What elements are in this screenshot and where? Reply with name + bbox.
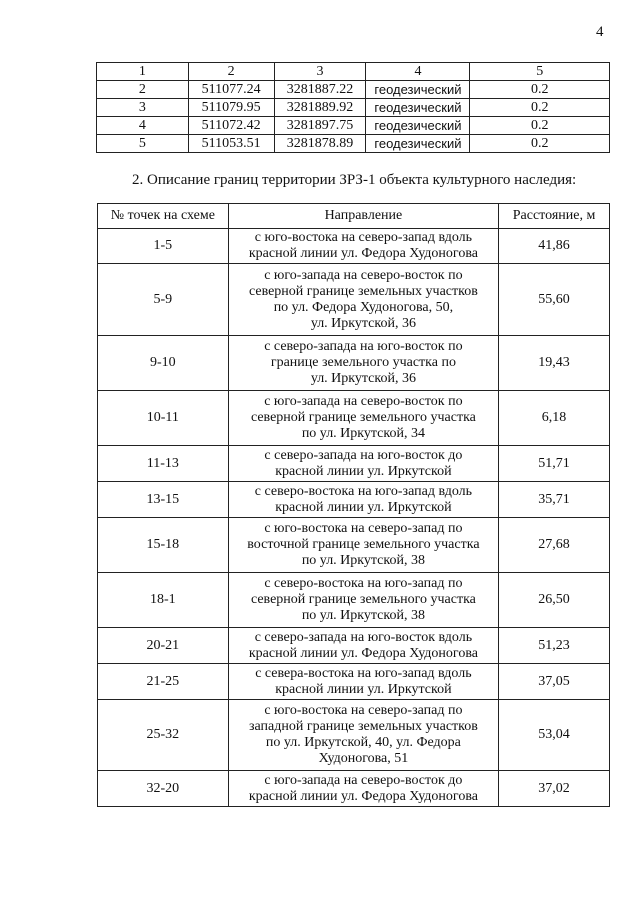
coordinates-cell: 4: [97, 117, 189, 135]
direction-line: северной границе земельного участка: [250, 592, 476, 607]
coordinates-cell: геодезический: [366, 99, 470, 117]
direction-line: восточной границе земельного участка: [247, 537, 480, 552]
boundary-row: [98, 264, 610, 336]
direction-line: границе земельного участка по: [270, 355, 456, 370]
coordinates-cell: 0.2: [470, 117, 610, 135]
boundary-row: [98, 573, 610, 628]
boundary-row: [98, 229, 610, 264]
boundary-direction: [228, 664, 498, 700]
boundary-points: 20-21: [98, 628, 229, 664]
direction-line: по ул. Иркутской, 38: [301, 553, 425, 568]
boundary-distance: 35,71: [499, 482, 610, 518]
direction-line: с юго-востока на северо-запад по: [264, 521, 463, 536]
coordinates-cell: геодезический: [366, 81, 470, 99]
boundaries-table: [97, 203, 610, 807]
boundary-row: [98, 628, 610, 664]
header-cell: 5: [470, 63, 610, 81]
coordinates-row: [97, 117, 610, 135]
coordinates-row: [97, 81, 610, 99]
coordinates-cell: 3281889.92: [274, 99, 366, 117]
boundary-points: 21-25: [98, 664, 229, 700]
coordinates-cell: геодезический: [366, 117, 470, 135]
coordinates-cell: 3281878.89: [274, 135, 366, 153]
direction-line: красной линии ул. Федора Худоногова: [248, 645, 478, 661]
boundary-distance: 27,68: [499, 518, 610, 573]
boundary-distance: 19,43: [499, 336, 610, 391]
boundary-distance: 55,60: [499, 264, 610, 336]
boundary-row: [98, 518, 610, 573]
direction-line: с юго-востока на северо-запад по: [264, 703, 463, 718]
coordinates-cell: 3281897.75: [274, 117, 366, 135]
boundary-direction: [228, 628, 498, 664]
header-cell: 1: [97, 63, 189, 81]
coordinates-cell: 2: [97, 81, 189, 99]
coordinates-row: [97, 135, 610, 153]
coordinates-cell: 511079.95: [188, 99, 274, 117]
coordinates-cell: 3281887.22: [274, 81, 366, 99]
boundary-direction: [228, 573, 498, 628]
coordinates-header-row: [97, 63, 610, 81]
direction-line: по ул. Иркутской, 38: [301, 608, 425, 623]
direction-line: ул. Иркутской, 36: [310, 371, 416, 386]
boundary-direction: [228, 391, 498, 446]
coordinates-table: [96, 62, 610, 153]
header-cell: 3: [274, 63, 366, 81]
header-direction: Направление: [228, 204, 498, 229]
boundary-direction: [228, 771, 498, 807]
direction-line: с юго-запада на северо-восток до: [264, 772, 463, 788]
direction-line: с юго-запада на северо-восток по: [264, 267, 463, 283]
direction-line: красной линии ул. Федора Худоногова: [248, 788, 478, 804]
coordinates-cell: 511072.42: [188, 117, 274, 135]
boundary-points: 18-1: [98, 573, 229, 628]
direction-line: красной линии ул. Федора Худоногова: [248, 246, 478, 261]
boundary-distance: 6,18: [499, 391, 610, 446]
boundary-points: 9-10: [98, 336, 229, 391]
coordinates-cell: 0.2: [470, 135, 610, 153]
boundary-row: [98, 336, 610, 391]
boundary-distance: 26,50: [499, 573, 610, 628]
boundary-points: 5-9: [98, 264, 229, 336]
direction-line: с северо-запада на юго-восток до: [264, 447, 463, 463]
header-cell: 2: [188, 63, 274, 81]
direction-line: северной границе земельных участков: [248, 283, 478, 299]
direction-line: красной линии ул. Иркутской: [275, 463, 452, 479]
coordinates-cell: 511053.51: [188, 135, 274, 153]
direction-line: западной границе земельных участков: [248, 719, 478, 734]
boundary-direction: [228, 446, 498, 482]
boundary-direction: [228, 264, 498, 336]
direction-line: по ул. Иркутской, 40, ул. Федора: [265, 735, 461, 750]
boundary-direction: [228, 229, 498, 264]
boundary-row: [98, 700, 610, 771]
direction-line: с северо-востока на юго-запад по: [264, 576, 463, 591]
boundary-row: [98, 771, 610, 807]
header-cell: 4: [366, 63, 470, 81]
direction-line: красной линии ул. Иркутской: [275, 499, 452, 515]
boundary-distance: 51,71: [499, 446, 610, 482]
boundary-row: [98, 391, 610, 446]
boundary-distance: 53,04: [499, 700, 610, 771]
boundary-distance: 37,05: [499, 664, 610, 700]
boundary-points: 13-15: [98, 482, 229, 518]
direction-line: по ул. Федора Худоногова, 50,: [273, 299, 454, 315]
boundary-row: [98, 446, 610, 482]
header-distance: Расстояние, м: [499, 204, 610, 229]
boundary-row: [98, 482, 610, 518]
coordinates-cell: 511077.24: [188, 81, 274, 99]
direction-line: красной линии ул. Иркутской: [275, 681, 452, 697]
boundaries-header-row: [98, 204, 610, 229]
boundary-points: 25-32: [98, 700, 229, 771]
boundary-points: 32-20: [98, 771, 229, 807]
direction-line: ул. Иркутской, 36: [310, 315, 416, 331]
coordinates-cell: геодезический: [366, 135, 470, 153]
section-heading: 2. Описание границ территории ЗРЗ-1 объекта культурного наследия:: [132, 172, 577, 188]
coordinates-cell: 0.2: [470, 99, 610, 117]
boundary-distance: 51,23: [499, 628, 610, 664]
direction-line: северной границе земельного участка: [250, 410, 476, 425]
page-number: 4: [596, 24, 604, 40]
boundary-direction: [228, 700, 498, 771]
boundary-direction: [228, 336, 498, 391]
direction-line: с юго-востока на северо-запад вдоль: [254, 230, 473, 245]
boundary-points: 15-18: [98, 518, 229, 573]
boundary-distance: 41,86: [499, 229, 610, 264]
direction-line: с юго-запада на северо-восток по: [264, 394, 463, 409]
boundary-row: [98, 664, 610, 700]
direction-line: с севера-востока на юго-запад вдоль: [255, 665, 472, 681]
boundary-points: 10-11: [98, 391, 229, 446]
boundary-points: 1-5: [98, 229, 229, 264]
coordinates-cell: 5: [97, 135, 189, 153]
direction-line: по ул. Иркутской, 34: [301, 426, 425, 441]
direction-line: с северо-запада на юго-восток по: [264, 339, 463, 354]
coordinates-cell: 3: [97, 99, 189, 117]
coordinates-cell: 0.2: [470, 81, 610, 99]
boundary-direction: [228, 482, 498, 518]
boundary-direction: [228, 518, 498, 573]
boundary-distance: 37,02: [499, 771, 610, 807]
direction-line: Худоногова, 51: [318, 751, 409, 766]
boundary-points: 11-13: [98, 446, 229, 482]
coordinates-row: [97, 99, 610, 117]
direction-line: с северо-запада на юго-восток вдоль: [254, 629, 473, 645]
direction-line: с северо-востока на юго-запад вдоль: [254, 483, 473, 499]
header-points: № точек на схеме: [98, 204, 229, 229]
